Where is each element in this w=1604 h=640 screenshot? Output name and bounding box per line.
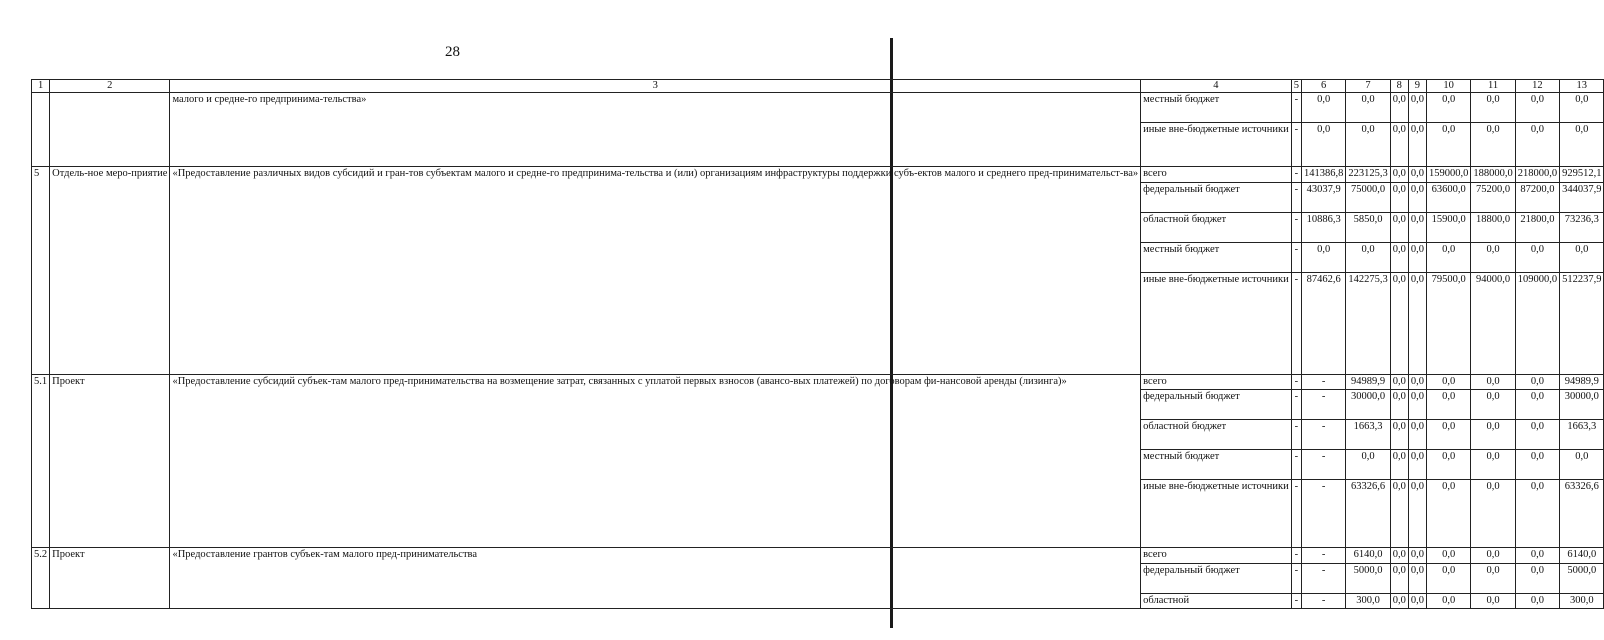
value-col-11: 0,0 — [1471, 563, 1515, 593]
value-col-10: 0,0 — [1426, 480, 1470, 548]
value-col-6: 0,0 — [1301, 123, 1345, 167]
column-number-5: 5 — [1291, 80, 1301, 93]
section-number: 5 — [32, 167, 50, 375]
value-col-5: - — [1291, 167, 1301, 183]
value-col-13: 0,0 — [1560, 242, 1604, 272]
value-col-8: 0,0 — [1390, 390, 1408, 420]
section-number: 5.2 — [32, 548, 50, 609]
value-col-9: 0,0 — [1408, 450, 1426, 480]
value-col-9: 0,0 — [1408, 123, 1426, 167]
value-col-7: 75000,0 — [1346, 182, 1390, 212]
value-col-11: 0,0 — [1471, 480, 1515, 548]
event-name: «Предоставление различных видов субсидий и гран-тов субъектам малого и средне-го предпринима-тельства и (или) организациям инфраструктуры поддержки субъ-ектов малого и среднего пред-принимательст-ва» — [170, 167, 1141, 375]
value-col-7: 0,0 — [1346, 242, 1390, 272]
value-col-5: - — [1291, 480, 1301, 548]
value-col-6: - — [1301, 374, 1345, 390]
budget-table — [31, 79, 1604, 609]
value-col-11: 18800,0 — [1471, 212, 1515, 242]
value-col-5: - — [1291, 242, 1301, 272]
value-col-10: 0,0 — [1426, 593, 1470, 609]
value-col-6: 0,0 — [1301, 242, 1345, 272]
value-col-10: 63600,0 — [1426, 182, 1470, 212]
funding-source: иные вне-бюджетные источники — [1141, 123, 1292, 167]
value-col-9: 0,0 — [1408, 563, 1426, 593]
value-col-12: 0,0 — [1515, 374, 1559, 390]
event-type — [50, 93, 170, 167]
value-col-10: 0,0 — [1426, 93, 1470, 123]
event-name: «Предоставление грантов субъек-там малого пред-принимательства — [170, 548, 1141, 609]
value-col-12: 0,0 — [1515, 548, 1559, 564]
value-col-6: - — [1301, 420, 1345, 450]
funding-source: иные вне-бюджетные источники — [1141, 480, 1292, 548]
value-col-13: 5000,0 — [1560, 563, 1604, 593]
value-col-8: 0,0 — [1390, 167, 1408, 183]
value-col-11: 188000,0 — [1471, 167, 1515, 183]
value-col-12: 0,0 — [1515, 450, 1559, 480]
value-col-11: 0,0 — [1471, 450, 1515, 480]
funding-source: местный бюджет — [1141, 242, 1292, 272]
value-col-8: 0,0 — [1390, 480, 1408, 548]
value-col-7: 223125,3 — [1346, 167, 1390, 183]
column-number-11: 11 — [1471, 80, 1515, 93]
value-col-7: 0,0 — [1346, 450, 1390, 480]
value-col-8: 0,0 — [1390, 93, 1408, 123]
section-number — [32, 93, 50, 167]
value-col-13: 929512,1 — [1560, 167, 1604, 183]
value-col-5: - — [1291, 212, 1301, 242]
value-col-5: - — [1291, 93, 1301, 123]
value-col-8: 0,0 — [1390, 593, 1408, 609]
funding-source: местный бюджет — [1141, 450, 1292, 480]
funding-source: всего — [1141, 548, 1292, 564]
value-col-11: 0,0 — [1471, 242, 1515, 272]
event-type: Отдель-ное меро-приятие — [50, 167, 170, 375]
value-col-13: 1663,3 — [1560, 420, 1604, 450]
column-number-8: 8 — [1390, 80, 1408, 93]
value-col-5: - — [1291, 123, 1301, 167]
table-row — [32, 548, 1604, 564]
column-number-9: 9 — [1408, 80, 1426, 93]
section-number: 5.1 — [32, 374, 50, 548]
value-col-5: - — [1291, 563, 1301, 593]
funding-source: федеральный бюджет — [1141, 182, 1292, 212]
value-col-8: 0,0 — [1390, 123, 1408, 167]
value-col-9: 0,0 — [1408, 390, 1426, 420]
column-number-2: 2 — [50, 80, 170, 93]
value-col-9: 0,0 — [1408, 93, 1426, 123]
funding-source: местный бюджет — [1141, 93, 1292, 123]
event-name: малого и средне-го предпринима-тельства» — [170, 93, 1141, 167]
value-col-8: 0,0 — [1390, 212, 1408, 242]
value-col-8: 0,0 — [1390, 272, 1408, 374]
value-col-5: - — [1291, 272, 1301, 374]
value-col-9: 0,0 — [1408, 212, 1426, 242]
value-col-5: - — [1291, 548, 1301, 564]
value-col-8: 0,0 — [1390, 450, 1408, 480]
value-col-12: 0,0 — [1515, 593, 1559, 609]
value-col-6: - — [1301, 548, 1345, 564]
value-col-7: 6140,0 — [1346, 548, 1390, 564]
value-col-8: 0,0 — [1390, 420, 1408, 450]
value-col-8: 0,0 — [1390, 374, 1408, 390]
value-col-9: 0,0 — [1408, 374, 1426, 390]
column-number-13: 13 — [1560, 80, 1604, 93]
event-type: Проект — [50, 374, 170, 548]
value-col-12: 0,0 — [1515, 123, 1559, 167]
value-col-12: 0,0 — [1515, 390, 1559, 420]
value-col-6: - — [1301, 450, 1345, 480]
value-col-11: 75200,0 — [1471, 182, 1515, 212]
value-col-13: 0,0 — [1560, 93, 1604, 123]
event-name: «Предоставление субсидий субъек-там малого пред-принимательства на возмещение затрат, связанных с уплатой первых взносов (авансо-вых платежей) по договорам фи-нансовой аренды (лизинга)» — [170, 374, 1141, 548]
value-col-11: 0,0 — [1471, 593, 1515, 609]
value-col-13: 512237,9 — [1560, 272, 1604, 374]
value-col-13: 63326,6 — [1560, 480, 1604, 548]
value-col-12: 109000,0 — [1515, 272, 1559, 374]
funding-source: всего — [1141, 374, 1292, 390]
value-col-8: 0,0 — [1390, 182, 1408, 212]
table-row — [32, 93, 1604, 123]
value-col-9: 0,0 — [1408, 420, 1426, 450]
value-col-5: - — [1291, 450, 1301, 480]
value-col-13: 6140,0 — [1560, 548, 1604, 564]
value-col-10: 0,0 — [1426, 450, 1470, 480]
value-col-7: 5000,0 — [1346, 563, 1390, 593]
value-col-7: 30000,0 — [1346, 390, 1390, 420]
value-col-8: 0,0 — [1390, 548, 1408, 564]
value-col-13: 94989,9 — [1560, 374, 1604, 390]
value-col-9: 0,0 — [1408, 182, 1426, 212]
value-col-10: 0,0 — [1426, 563, 1470, 593]
value-col-5: - — [1291, 182, 1301, 212]
value-col-6: 87462,6 — [1301, 272, 1345, 374]
value-col-9: 0,0 — [1408, 480, 1426, 548]
funding-source: областной — [1141, 593, 1292, 609]
value-col-10: 159000,0 — [1426, 167, 1470, 183]
value-col-11: 94000,0 — [1471, 272, 1515, 374]
value-col-9: 0,0 — [1408, 167, 1426, 183]
value-col-9: 0,0 — [1408, 593, 1426, 609]
value-col-10: 0,0 — [1426, 548, 1470, 564]
value-col-10: 79500,0 — [1426, 272, 1470, 374]
value-col-12: 21800,0 — [1515, 212, 1559, 242]
column-number-10: 10 — [1426, 80, 1470, 93]
funding-source: всего — [1141, 167, 1292, 183]
value-col-10: 0,0 — [1426, 242, 1470, 272]
value-col-11: 0,0 — [1471, 123, 1515, 167]
funding-source: областной бюджет — [1141, 212, 1292, 242]
value-col-9: 0,0 — [1408, 272, 1426, 374]
value-col-6: 0,0 — [1301, 93, 1345, 123]
value-col-7: 1663,3 — [1346, 420, 1390, 450]
value-col-9: 0,0 — [1408, 548, 1426, 564]
value-col-8: 0,0 — [1390, 242, 1408, 272]
value-col-6: 141386,8 — [1301, 167, 1345, 183]
value-col-7: 300,0 — [1346, 593, 1390, 609]
column-number-row — [32, 80, 1604, 93]
value-col-13: 73236,3 — [1560, 212, 1604, 242]
value-col-5: - — [1291, 420, 1301, 450]
value-col-11: 0,0 — [1471, 420, 1515, 450]
funding-source: федеральный бюджет — [1141, 390, 1292, 420]
value-col-6: - — [1301, 563, 1345, 593]
value-col-7: 0,0 — [1346, 123, 1390, 167]
column-number-7: 7 — [1346, 80, 1390, 93]
value-col-11: 0,0 — [1471, 548, 1515, 564]
column-number-12: 12 — [1515, 80, 1559, 93]
value-col-7: 5850,0 — [1346, 212, 1390, 242]
value-col-10: 0,0 — [1426, 420, 1470, 450]
column-number-4: 4 — [1141, 80, 1292, 93]
value-col-10: 15900,0 — [1426, 212, 1470, 242]
column-number-6: 6 — [1301, 80, 1345, 93]
event-type: Проект — [50, 548, 170, 609]
value-col-13: 300,0 — [1560, 593, 1604, 609]
funding-source: областной бюджет — [1141, 420, 1292, 450]
value-col-9: 0,0 — [1408, 242, 1426, 272]
value-col-6: 10886,3 — [1301, 212, 1345, 242]
value-col-13: 30000,0 — [1560, 390, 1604, 420]
value-col-6: 43037,9 — [1301, 182, 1345, 212]
column-number-1: 1 — [32, 80, 50, 93]
value-col-12: 0,0 — [1515, 420, 1559, 450]
value-col-6: - — [1301, 593, 1345, 609]
value-col-6: - — [1301, 480, 1345, 548]
value-col-10: 0,0 — [1426, 390, 1470, 420]
value-col-11: 0,0 — [1471, 374, 1515, 390]
value-col-12: 0,0 — [1515, 563, 1559, 593]
value-col-11: 0,0 — [1471, 390, 1515, 420]
value-col-5: - — [1291, 390, 1301, 420]
funding-source: иные вне-бюджетные источники — [1141, 272, 1292, 374]
value-col-5: - — [1291, 374, 1301, 390]
value-col-7: 94989,9 — [1346, 374, 1390, 390]
page-number: 28 — [445, 44, 460, 60]
value-col-6: - — [1301, 390, 1345, 420]
value-col-7: 63326,6 — [1346, 480, 1390, 548]
funding-source: федеральный бюджет — [1141, 563, 1292, 593]
value-col-13: 344037,9 — [1560, 182, 1604, 212]
column-number-3: 3 — [170, 80, 1141, 93]
value-col-13: 0,0 — [1560, 123, 1604, 167]
value-col-5: - — [1291, 593, 1301, 609]
value-col-12: 0,0 — [1515, 93, 1559, 123]
value-col-7: 0,0 — [1346, 93, 1390, 123]
value-col-10: 0,0 — [1426, 123, 1470, 167]
value-col-11: 0,0 — [1471, 93, 1515, 123]
value-col-12: 0,0 — [1515, 480, 1559, 548]
value-col-12: 0,0 — [1515, 242, 1559, 272]
value-col-12: 218000,0 — [1515, 167, 1559, 183]
table-row — [32, 374, 1604, 390]
value-col-7: 142275,3 — [1346, 272, 1390, 374]
table-row — [32, 167, 1604, 183]
value-col-12: 87200,0 — [1515, 182, 1559, 212]
value-col-8: 0,0 — [1390, 563, 1408, 593]
value-col-10: 0,0 — [1426, 374, 1470, 390]
value-col-13: 0,0 — [1560, 450, 1604, 480]
